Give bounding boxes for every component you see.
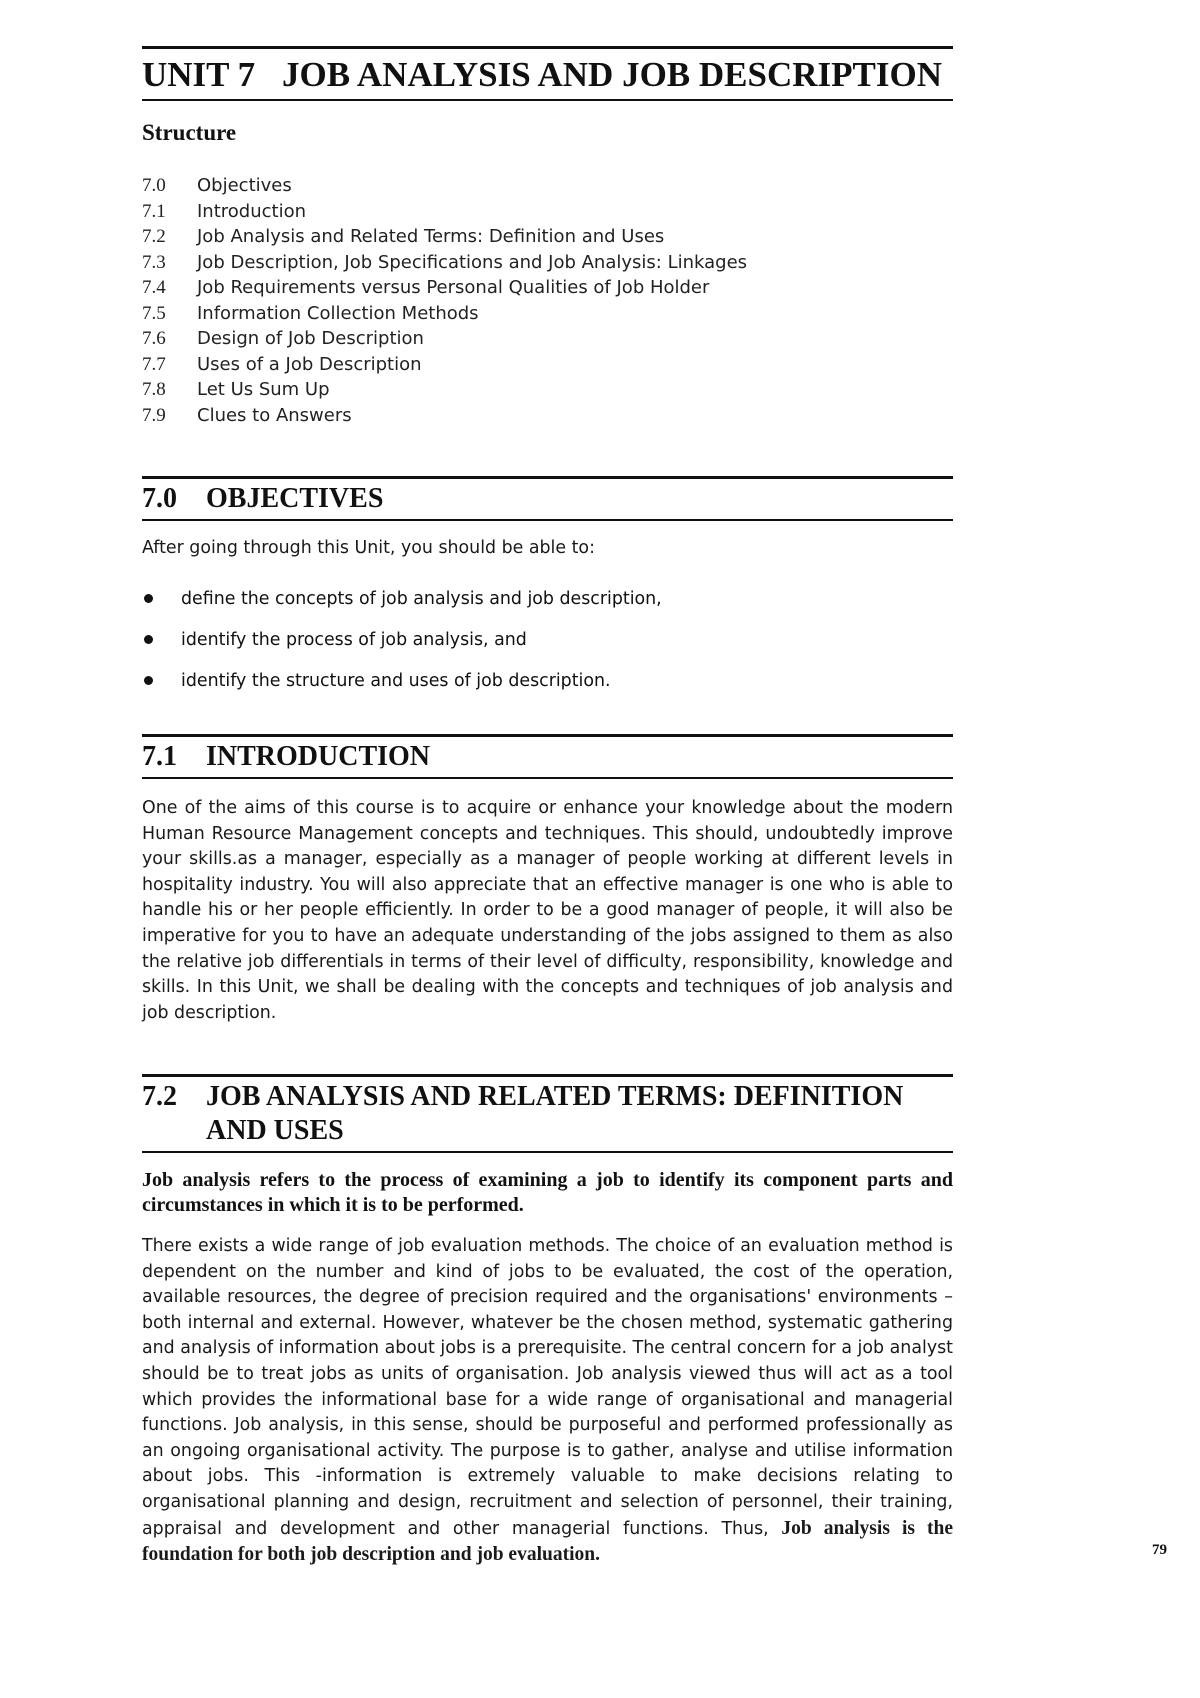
section-number: 7.2 — [142, 1081, 177, 1112]
toc-item — [142, 199, 953, 225]
closing-statement: Job analysis is the foundation for both job description and job evaluation. — [142, 1517, 953, 1566]
section-heading-objectives — [142, 476, 953, 521]
toc-item — [142, 403, 953, 429]
toc-item-number: 7.9 — [142, 404, 166, 426]
toc-item-number: 7.3 — [142, 251, 166, 273]
section-title: OBJECTIVES — [206, 483, 384, 514]
bullet-icon — [144, 594, 153, 603]
toc-item-title: Objectives — [197, 175, 292, 196]
toc-item-number: 7.6 — [142, 328, 166, 349]
toc-item-title: Information Collection Methods — [197, 302, 479, 324]
section-title: INTRODUCTION — [206, 741, 431, 772]
bullet-icon — [144, 635, 153, 644]
objectives-intro: After going through this Unit, you should be able to: — [142, 538, 595, 558]
toc-item-number: 7.0 — [142, 175, 166, 196]
section-number: 7.0 — [142, 483, 177, 514]
list-item-text: define the concepts of job analysis and job description, — [181, 588, 662, 609]
structure-label: Structure — [142, 120, 237, 145]
toc-item — [142, 250, 953, 276]
toc-item-title: Job Description, Job Specifications and Job Analysis: Linkages — [197, 251, 748, 273]
toc-item — [142, 275, 953, 301]
toc-item-number: 7.8 — [142, 379, 166, 400]
list-item — [142, 619, 953, 660]
list-item-text: identify the process of job analysis, and — [181, 629, 527, 650]
section-number: 7.1 — [142, 741, 177, 772]
toc-item — [142, 352, 953, 378]
bullet-icon — [144, 676, 153, 685]
page-number: 79 — [1152, 1542, 1167, 1558]
toc-item-number: 7.4 — [142, 277, 166, 298]
toc-item-number: 7.2 — [142, 226, 166, 247]
section-heading-introduction — [142, 734, 953, 779]
introduction-body: One of the aims of this course is to acquire or enhance your knowledge about the modern Human Resource Management concepts and techniques. This should, undoubtedly improve your skills.as a manager, especially as a manager of people working at different levels in hospitality industry. You will also appreciate that an effective manager is one who is able to handle his or her people efficiently. In order to be a good manager of people, it will also be imperative for you to have an adequate understanding of the jobs assigned to them as also the relative job differentials in terms of their level of difficulty, responsibility, knowledge and skills. In this Unit, we shall be dealing with the concepts and techniques of job analysis and job description. — [142, 798, 953, 1023]
job-analysis-body-text: There exists a wide range of job evaluation methods. The choice of an evaluation method is dependent on the number and kind of jobs to be evaluated, the cost of the operation, available resources, the degree of precision required and the organisations' environments – both internal and external. However, whatever be the chosen method, systematic gathering and analysis of information about jobs is a prerequisite. The central concern for a job analyst should be to treat jobs as units of organisation. Job analysis viewed thus will act as a tool which provides the informational base for a wide range of organisational and managerial functions. Job analysis, in this sense, should be purposeful and performed professionally as an ongoing organisational activity. The purpose is to gather, analyse and utilise information about jobs. This -information is extremely valuable to make decisions relating to organisational planning and design, recruitment and selection of personnel, their training, appraisal and development and other managerial functions. — [142, 1236, 953, 1539]
toc-item-number: 7.7 — [142, 353, 166, 375]
toc-item-title: Clues to Answers — [197, 404, 352, 426]
toc-item — [142, 301, 953, 327]
toc-item-title: Uses of a Job Description — [197, 353, 422, 375]
toc-item-title: Job Requirements versus Personal Qualities of Job Holder — [197, 277, 710, 298]
toc-item — [142, 173, 953, 199]
table-of-contents — [142, 173, 953, 428]
list-item-text: identify the structure and uses of job description. — [181, 670, 611, 691]
unit-number: UNIT 7 — [142, 55, 256, 94]
list-item — [142, 660, 953, 701]
toc-item-number: 7.1 — [142, 200, 166, 222]
toc-item-title: Job Analysis and Related Terms: Definition and Uses — [197, 226, 665, 247]
closing-prefix: Thus, — [721, 1518, 769, 1539]
toc-item-title: Design of Job Description — [197, 328, 424, 349]
unit-heading — [142, 46, 953, 101]
section-title: JOB ANALYSIS AND RELATED TERMS: DEFINITION AND USES — [206, 1081, 904, 1146]
unit-title: JOB ANALYSIS AND JOB DESCRIPTION — [282, 55, 942, 94]
toc-item-title: Let Us Sum Up — [197, 379, 330, 400]
section-heading-job-analysis — [142, 1074, 953, 1153]
toc-item-title: Introduction — [197, 200, 307, 222]
toc-item — [142, 224, 953, 250]
list-item — [142, 578, 953, 619]
toc-item-number: 7.5 — [142, 302, 166, 324]
job-analysis-definition: Job analysis refers to the process of examining a job to identify its component parts and circumstances in which it is to be performed. — [142, 1169, 953, 1216]
job-analysis-body — [142, 1234, 953, 1569]
toc-item — [142, 326, 953, 352]
objectives-list — [142, 578, 953, 701]
toc-item — [142, 377, 953, 403]
